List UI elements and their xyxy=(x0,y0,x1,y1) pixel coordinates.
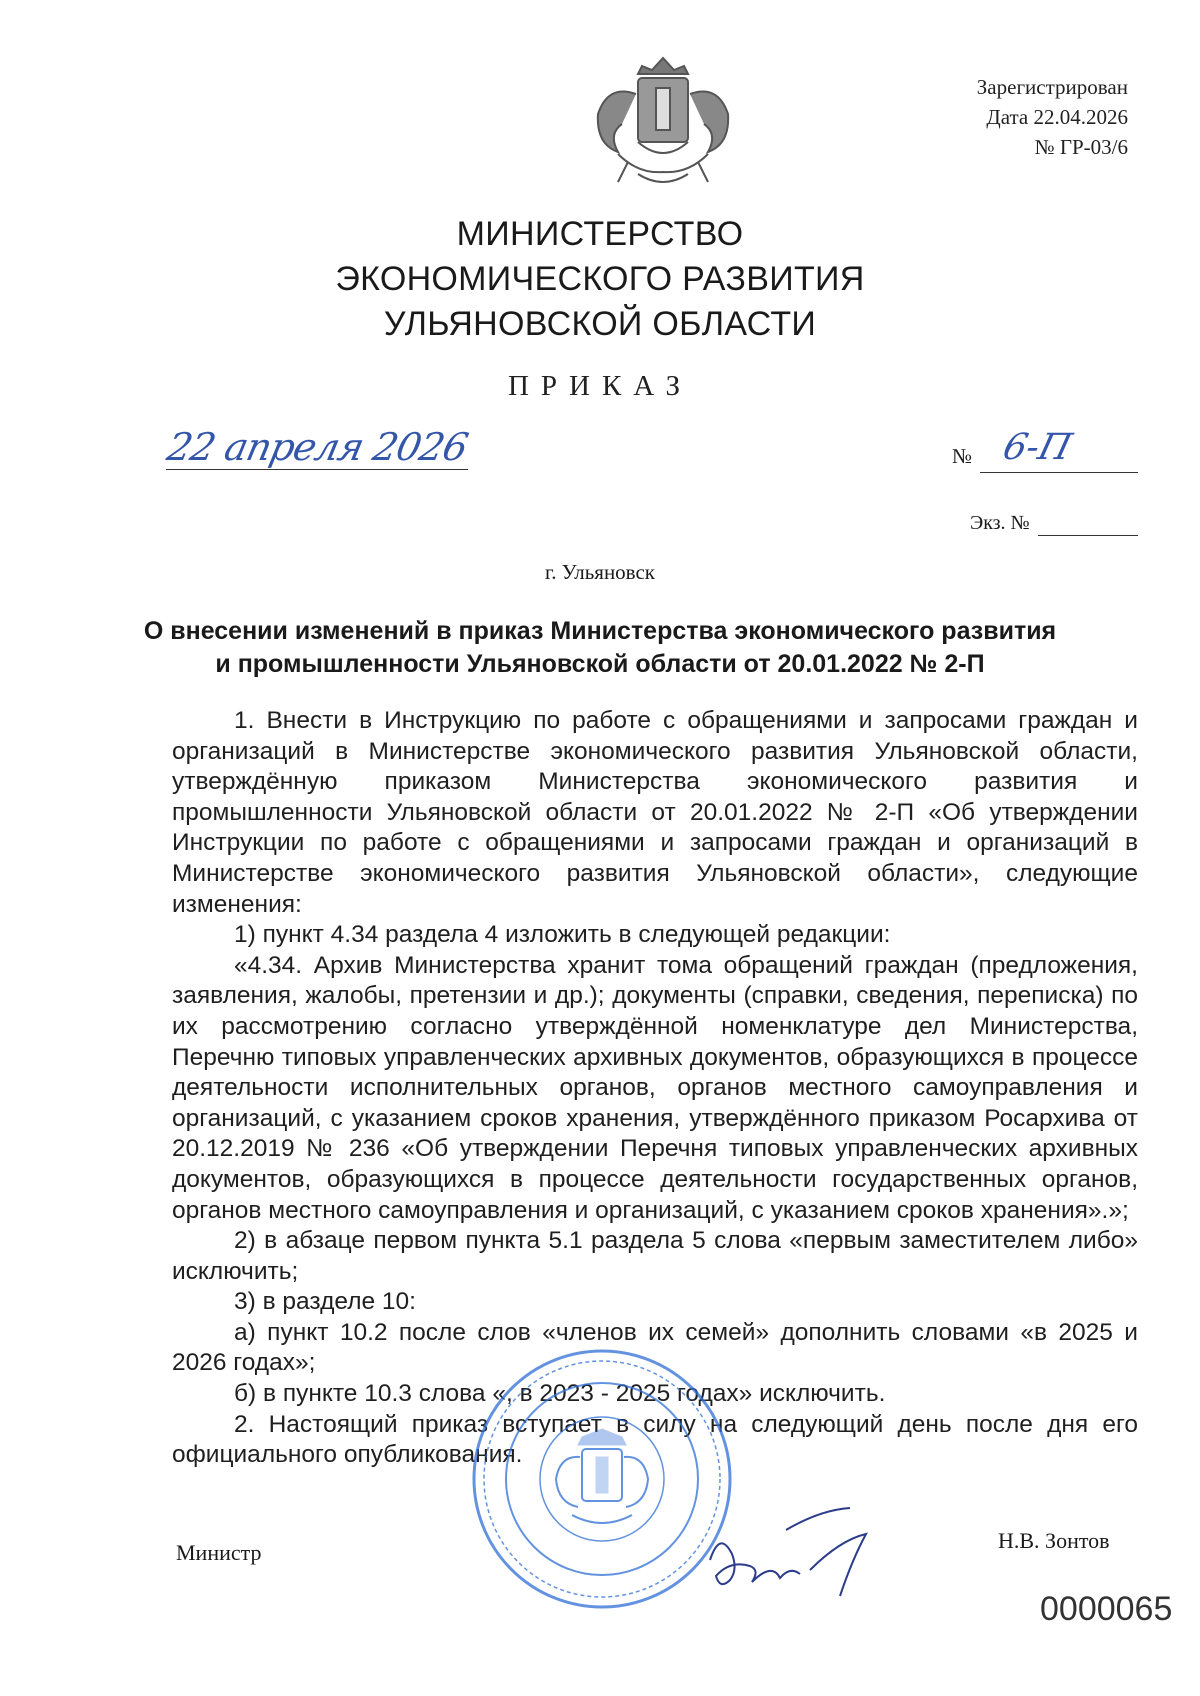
registration-block xyxy=(977,72,1128,162)
ministry-line-1: МИНИСТЕРСТВО xyxy=(456,215,744,253)
paragraph-4: 2) в абзаце первом пункта 5.1 раздела 5 слова «первым заместителем либо» исключить; xyxy=(172,1227,1138,1285)
registration-date: Дата 22.04.2026 xyxy=(986,105,1128,129)
paragraph-1: 1. Внести в Инструкцию по работе с обращениями и запросами граждан и организаций в Министерстве экономического развития Ульяновской области, утверждённую приказом Министерства экономического развития и промышленности Ульяновской области от 20.01.2022 № 2-П «Об утверждении Инструкции по работе с обращениями и запросами граждан и организаций в Министерстве экономического развития Ульяновской области», следующие изменения: xyxy=(172,707,1138,918)
signatory-name: Н.В. Зонтов xyxy=(998,1528,1110,1553)
coat-of-arms-emblem xyxy=(578,44,748,194)
subject-line-1: О внесении изменений в приказ Министерства экономического развития xyxy=(143,617,1057,645)
order-subject xyxy=(100,615,1100,681)
number-label: № xyxy=(952,444,973,468)
paragraph-2: 1) пункт 4.34 раздела 4 изложить в следующей редакции: xyxy=(234,921,891,949)
subject-line-2: и промышленности Ульяновской области от 20.01.2022 № 2-П xyxy=(215,650,985,678)
paragraph-3: «4.34. Архив Министерства хранит тома обращений граждан (предложения, заявления, жалобы, претензии и др.); документы (справки, сведения, переписка) по их рассмотрению согласно утверждённой номенклатуре дел Министерства, Перечню типовых управленческих архивных документов, образующихся в процессе деятельности исполнительных органов, органов местного самоуправления и организаций, с указанием сроков хранения, утверждённого приказом Росархива от 20.12.2019 № 236 «Об утверждении Перечня типовых управленческих архивных документов, образующихся в процессе деятельности государственных органов, органов местного самоуправления и организаций, с указанием сроков хранения».»; xyxy=(172,951,1138,1224)
paragraph-7: б) в пункте 10.3 слова «, в 2023 - 2025 годах» исключить. xyxy=(234,1380,886,1408)
document-type: ПРИКАЗ xyxy=(507,370,693,402)
document-serial-number: 0000065 xyxy=(1040,1590,1173,1628)
city: г. Ульяновск xyxy=(544,560,655,584)
copy-number-underline xyxy=(1038,535,1138,536)
paragraph-8: 2. Настоящий приказ вступает в силу на следующий день после дня его официального опубликования. xyxy=(172,1410,1138,1469)
ministry-line-3: УЛЬЯНОВСКОЙ ОБЛАСТИ xyxy=(383,305,817,343)
handwritten-number: 6-П xyxy=(998,427,1076,468)
date-underline xyxy=(166,469,468,470)
number-underline xyxy=(980,472,1138,473)
signatory-title: Министр xyxy=(176,1540,262,1565)
ministry-title xyxy=(0,212,1200,347)
registration-number: № ГР-03/6 xyxy=(1034,135,1128,159)
paragraph-5: 3) в разделе 10: xyxy=(234,1288,416,1316)
registration-status: Зарегистрирован xyxy=(976,75,1128,99)
paragraph-6: а) пункт 10.2 после слов «членов их семей» дополнить словами «в 2025 и 2026 годах»; xyxy=(172,1318,1138,1377)
handwritten-signature xyxy=(690,1500,870,1610)
ministry-line-2: ЭКОНОМИЧЕСКОГО РАЗВИТИЯ xyxy=(335,260,865,298)
copy-number-label: Экз. № xyxy=(970,512,1030,534)
handwritten-date: 22 апреля 2026 xyxy=(163,425,472,469)
